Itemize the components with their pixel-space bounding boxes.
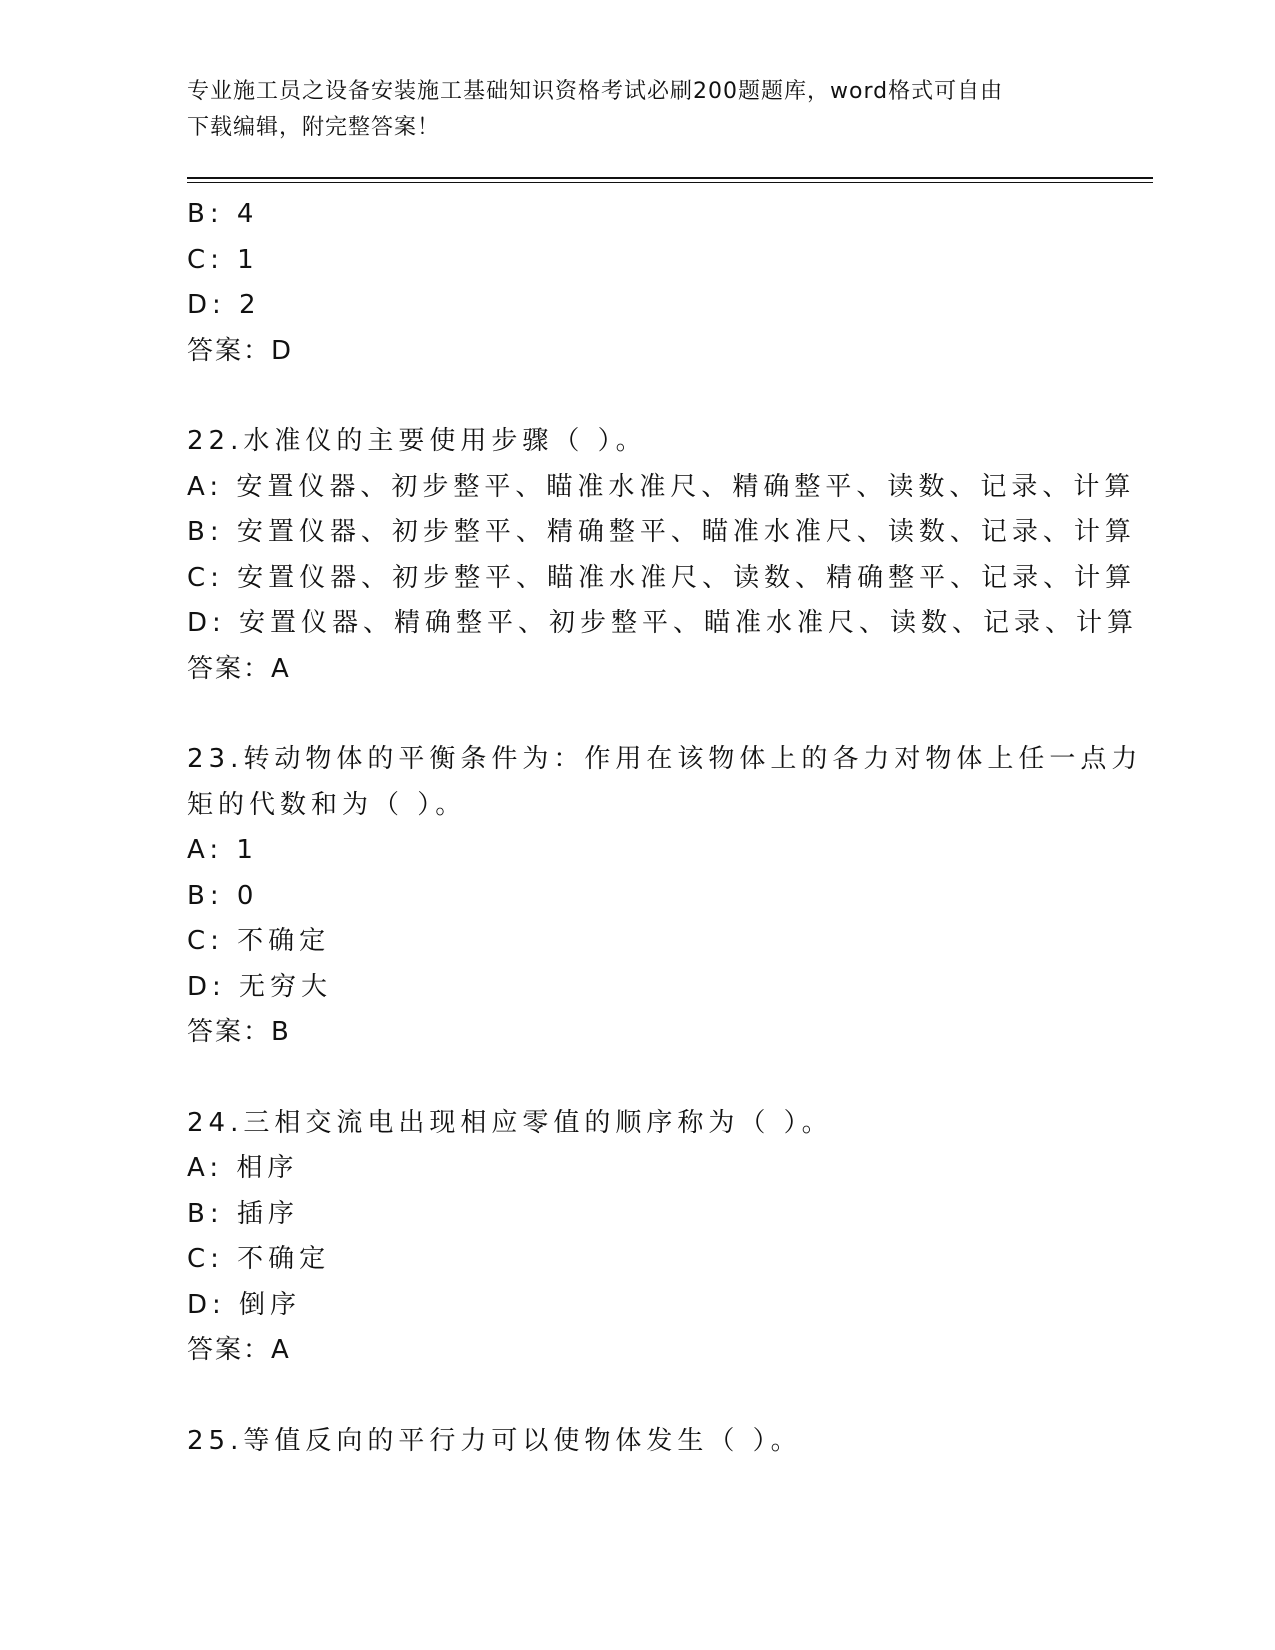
option-b: B: 安置仪器、初步整平、精确整平、瞄准水准尺、读数、记录、计算 bbox=[187, 517, 1136, 547]
option-b: B: 插序 bbox=[187, 1198, 299, 1229]
spacer bbox=[187, 374, 1087, 419]
answer: 答案：A bbox=[187, 653, 291, 684]
option-d: D: 倒序 bbox=[187, 1289, 302, 1320]
question-24 bbox=[187, 1101, 1087, 1374]
question-stem: 25.等值反向的平行力可以使物体发生（ ）。 bbox=[187, 1425, 802, 1456]
header-divider-thin bbox=[187, 182, 1153, 183]
question-22 bbox=[187, 419, 1139, 692]
question-list bbox=[187, 192, 1143, 1464]
answer: 答案：B bbox=[187, 1017, 291, 1047]
question-21 bbox=[187, 192, 1087, 374]
spacer bbox=[187, 1374, 1087, 1419]
option-c: C: 不确定 bbox=[187, 1244, 331, 1274]
option-c: C: 1 bbox=[187, 244, 259, 275]
answer: 答案：A bbox=[187, 1335, 291, 1365]
question-stem: 22.水准仪的主要使用步骤（ ）。 bbox=[187, 426, 647, 456]
option-a: A: 安置仪器、初步整平、瞄准水准尺、精确整平、读数、记录、计算 bbox=[187, 471, 1136, 502]
question-stem: 24.三相交流电出现相应零值的顺序称为（ ）。 bbox=[187, 1107, 833, 1138]
option-a: A: 相序 bbox=[187, 1153, 299, 1183]
spacer bbox=[187, 692, 1087, 737]
header-line-1: 专业施工员之设备安装施工基础知识资格考试必刷200题题库，word格式可自由 bbox=[187, 79, 1004, 104]
option-b: B: 4 bbox=[187, 199, 259, 229]
header-line-2: 下载编辑，附完整答案！ bbox=[187, 115, 441, 140]
option-d: D: 安置仪器、精确整平、初步整平、瞄准水准尺、读数、记录、计算 bbox=[187, 608, 1139, 638]
option-c: C: 安置仪器、初步整平、瞄准水准尺、读数、精确整平、记录、计算 bbox=[187, 562, 1137, 593]
question-stem-continued: 矩的代数和为（ ）。 bbox=[187, 789, 467, 820]
question-25 bbox=[187, 1419, 1087, 1465]
header-divider-thick bbox=[187, 177, 1153, 179]
option-c: C: 不确定 bbox=[187, 926, 331, 956]
answer: 答案：D bbox=[187, 335, 294, 366]
document-header bbox=[187, 74, 1087, 146]
option-d: D: 2 bbox=[187, 290, 261, 320]
question-23 bbox=[187, 737, 1143, 1056]
option-b: B: 0 bbox=[187, 880, 259, 911]
option-d: D: 无穷大 bbox=[187, 971, 333, 1002]
spacer bbox=[187, 1056, 1087, 1101]
option-a: A: 1 bbox=[187, 835, 258, 865]
question-stem: 23.转动物体的平衡条件为：作用在该物体上的各力对物体上任一点力 bbox=[187, 744, 1143, 774]
